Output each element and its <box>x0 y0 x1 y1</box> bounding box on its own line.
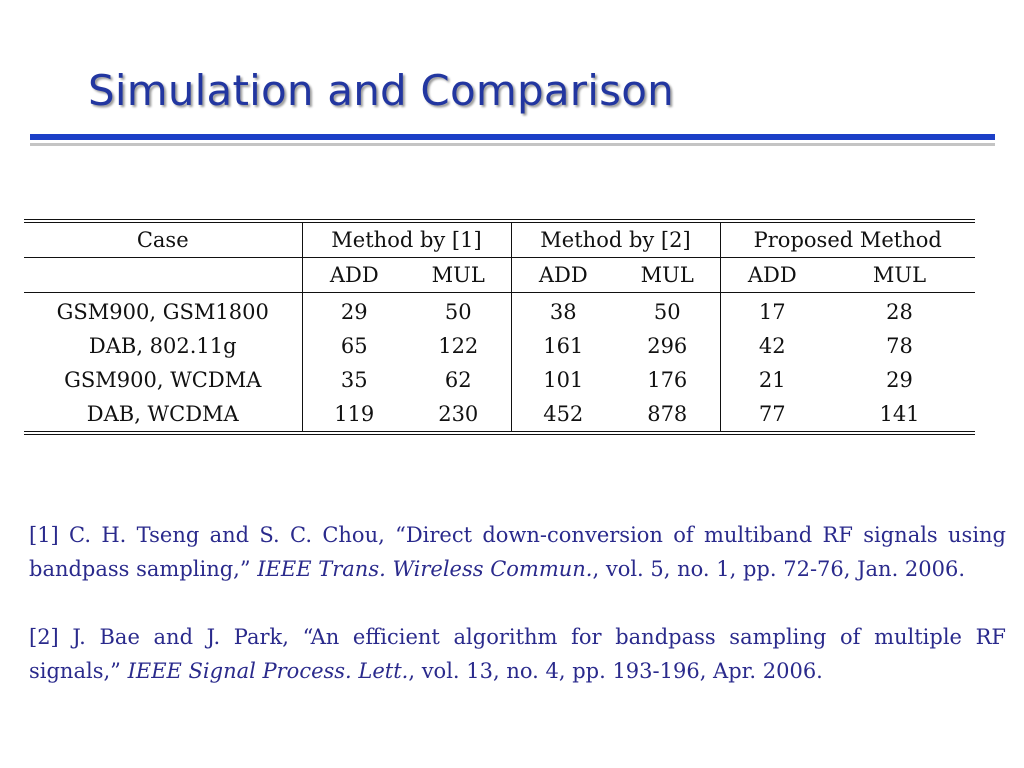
cell-value: 878 <box>647 402 688 426</box>
subheader-mul: MUL <box>824 258 975 293</box>
cell-value: 65 <box>302 329 406 363</box>
cell-value: 50 <box>444 300 472 324</box>
cell-value: 42 <box>720 329 824 363</box>
cell-value: 101 <box>511 363 615 397</box>
row-case: DAB, 802.11g <box>88 334 237 358</box>
subheader-add: ADD <box>511 258 615 293</box>
subheader-add: ADD <box>720 258 824 293</box>
table-row <box>24 397 975 433</box>
table-header-row <box>24 221 975 258</box>
cell-value: 176 <box>647 368 688 392</box>
row-case: DAB, WCDMA <box>86 402 239 426</box>
reference-2-details: , vol. 13, no. 4, pp. 193-196, Apr. 2006. <box>408 659 823 683</box>
cell-value: 122 <box>438 334 479 358</box>
cell-value: 29 <box>886 368 913 392</box>
cell-value: 21 <box>720 363 824 397</box>
cell-value: 35 <box>302 363 406 397</box>
table-row <box>24 329 975 363</box>
reference-1 <box>29 518 1006 586</box>
cell-value: 50 <box>653 300 681 324</box>
table-subheader-row <box>24 258 975 293</box>
reference-1-journal: IEEE Trans. Wireless Commun. <box>257 557 593 581</box>
reference-2-authors-title: [2] J. Bae and J. Park, “An efficient algorithm for bandpass sampling of multiple RF signals,” <box>29 625 1006 683</box>
references <box>29 518 1006 688</box>
cell-value: 230 <box>438 402 479 426</box>
slide-title: Simulation and Comparison <box>88 66 674 115</box>
header-method-2: Method by [2] <box>511 221 720 258</box>
title-underline-gray <box>30 143 995 146</box>
cell-value: 77 <box>720 397 824 433</box>
cell-value: 161 <box>511 329 615 363</box>
table-row <box>24 363 975 397</box>
header-method-1: Method by [1] <box>302 221 511 258</box>
cell-value: 296 <box>647 334 688 358</box>
reference-2 <box>29 620 1006 688</box>
cell-value: 38 <box>511 293 615 330</box>
header-proposed-method: Proposed Method <box>720 221 975 258</box>
cell-value: 78 <box>886 334 913 358</box>
cell-value: 28 <box>886 300 913 324</box>
comparison-table <box>24 219 975 435</box>
subheader-mul: MUL <box>615 258 720 293</box>
subheader-add: ADD <box>302 258 406 293</box>
cell-value: 62 <box>444 368 472 392</box>
cell-value: 141 <box>879 402 920 426</box>
table-row <box>24 293 975 330</box>
row-case: GSM900, GSM1800 <box>56 300 269 324</box>
reference-1-details: , vol. 5, no. 1, pp. 72-76, Jan. 2006. <box>592 557 966 581</box>
reference-2-journal: IEEE Signal Process. Lett. <box>127 659 409 683</box>
cell-value: 17 <box>720 293 824 330</box>
subheader-empty <box>24 258 302 293</box>
reference-1-authors-title: [1] C. H. Tseng and S. C. Chou, “Direct down-conversion of multiband RF signals using bandpass sampling,” <box>29 523 1006 581</box>
row-case: GSM900, WCDMA <box>64 368 262 392</box>
subheader-mul: MUL <box>406 258 511 293</box>
cell-value: 452 <box>511 397 615 433</box>
cell-value: 29 <box>302 293 406 330</box>
header-case: Case <box>24 221 302 258</box>
cell-value: 119 <box>302 397 406 433</box>
title-underline-blue <box>30 134 995 140</box>
